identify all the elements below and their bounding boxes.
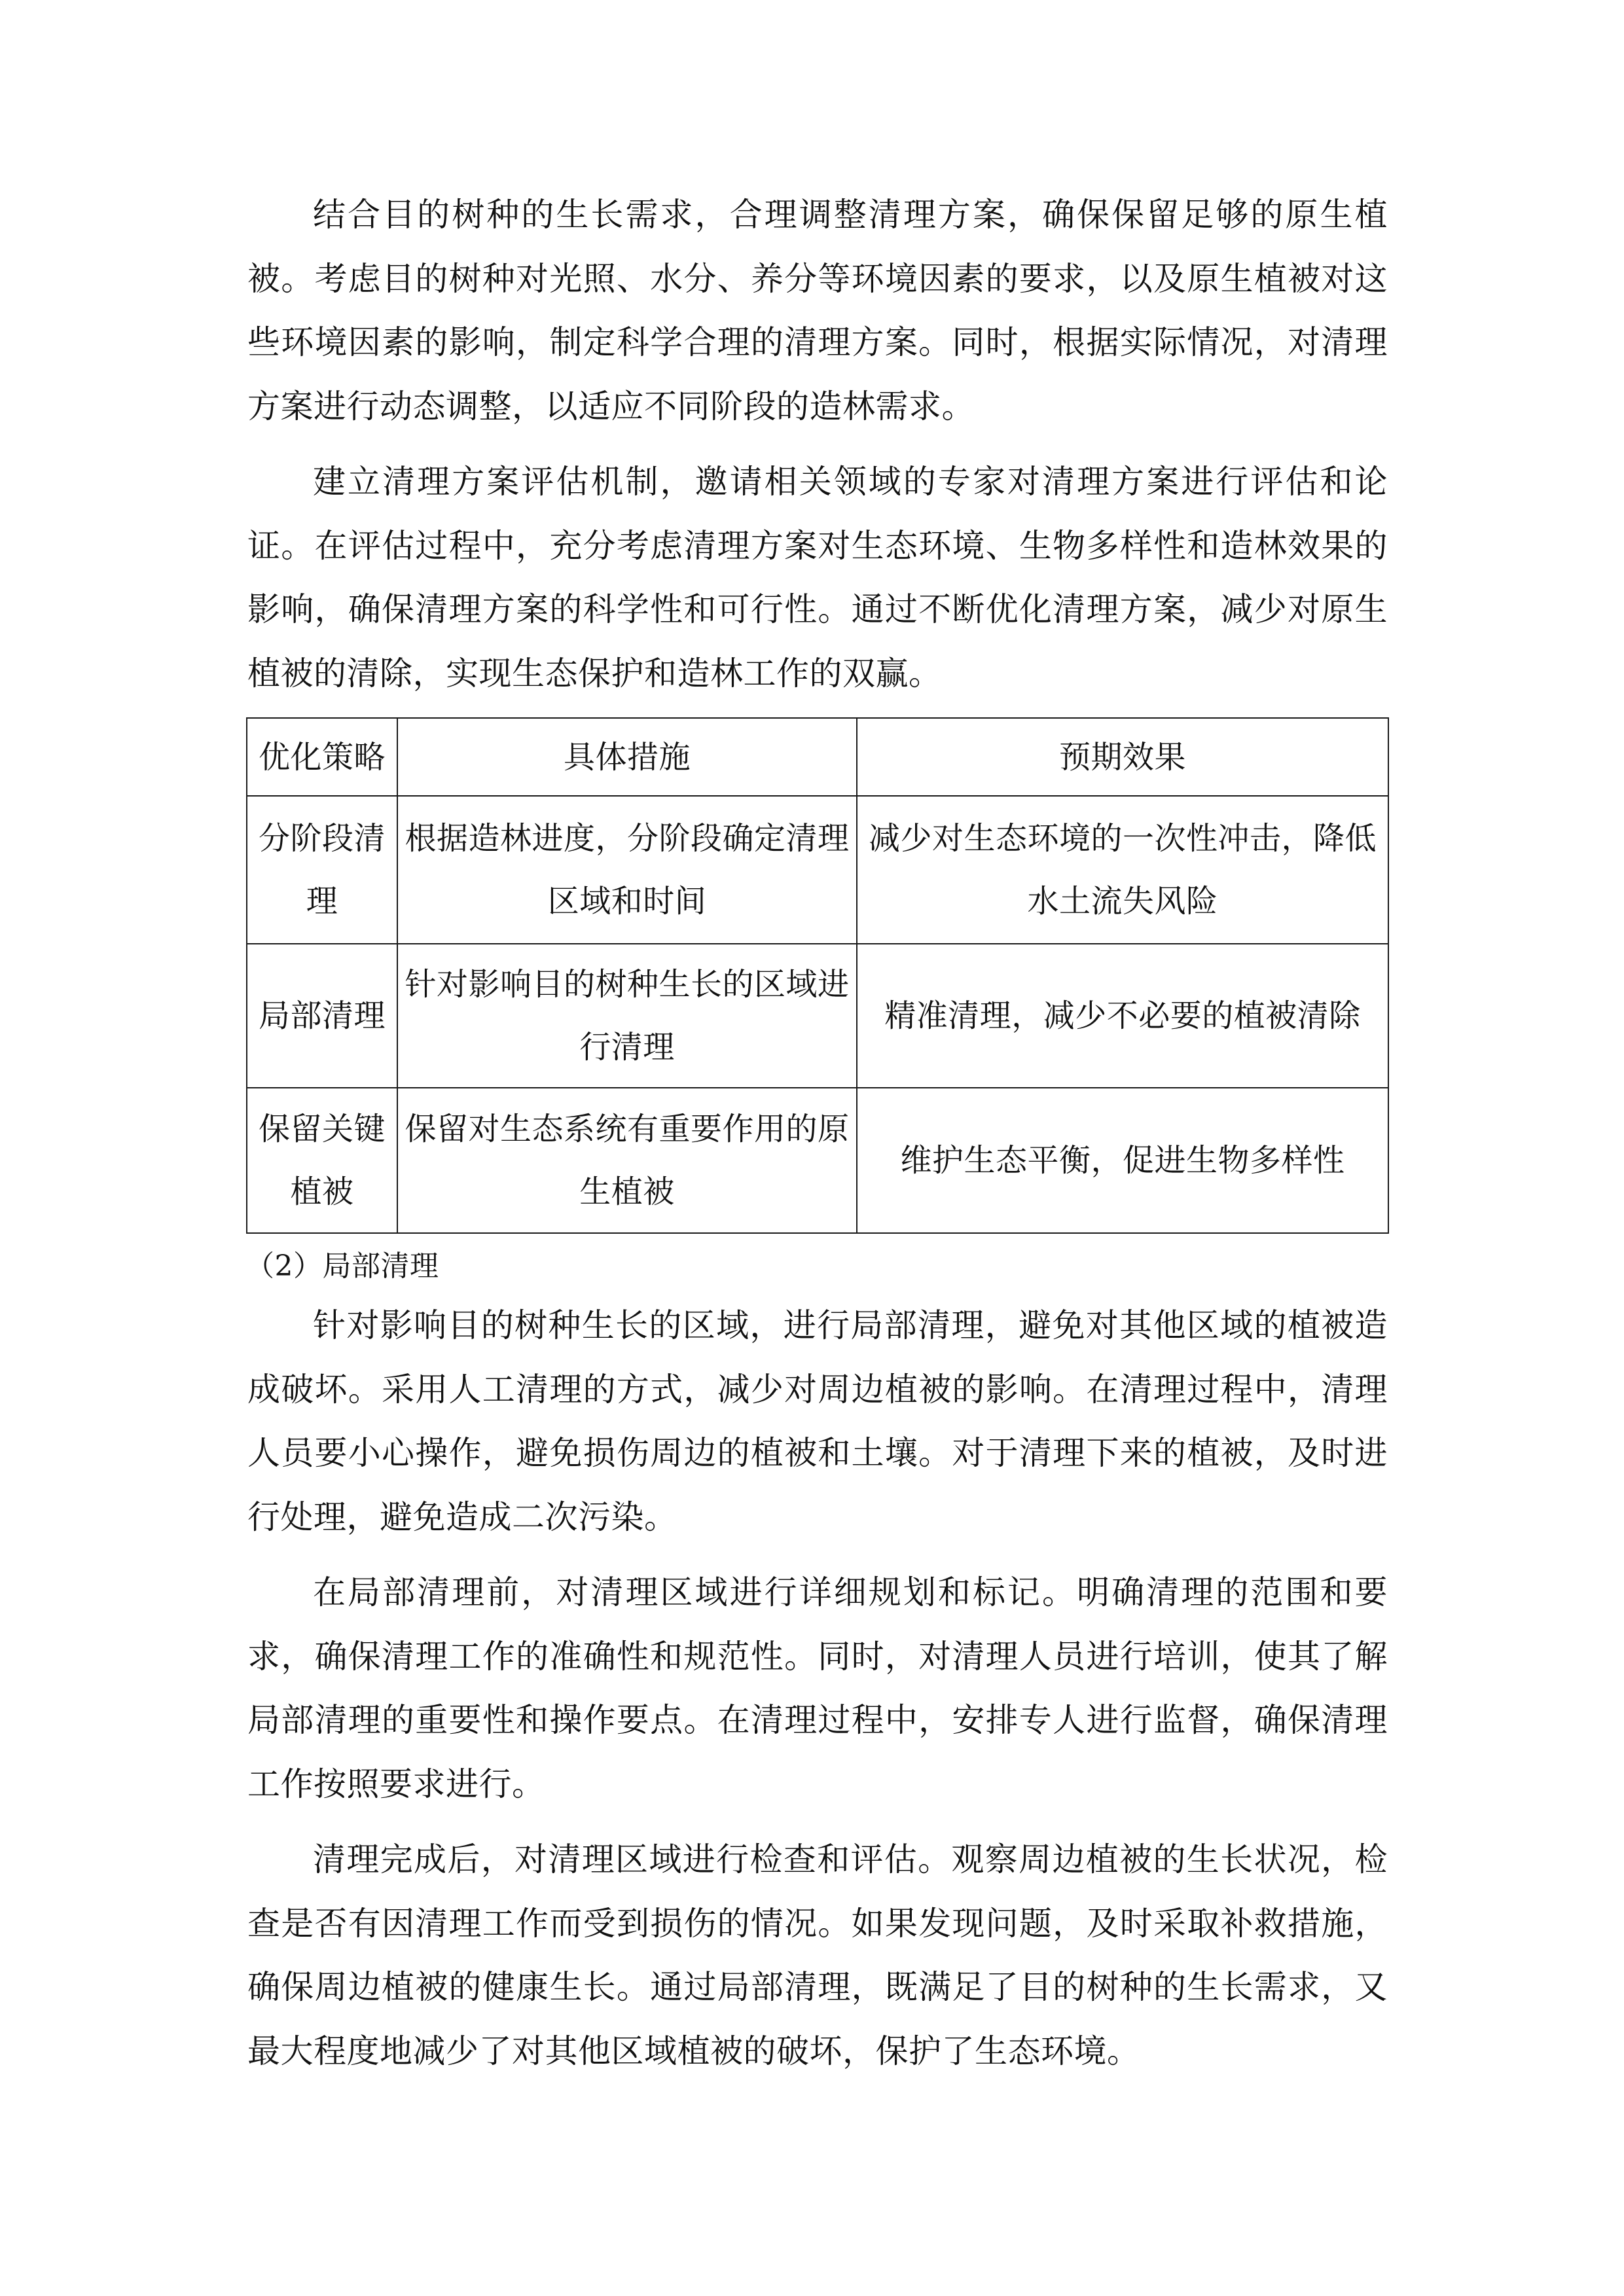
table-cell-measure: 保留对生态系统有重要作用的原生植被 <box>397 1088 857 1233</box>
table-cell-effect: 减少对生态环境的一次性冲击，降低水土流失风险 <box>857 796 1388 944</box>
table-cell-strategy: 局部清理 <box>247 944 397 1088</box>
table-cell-effect: 精准清理，减少不必要的植被清除 <box>857 944 1388 1088</box>
section-heading: （2）局部清理 <box>245 1249 439 1283</box>
paragraph: 清理完成后，对清理区域进行检查和评估。观察周边植被的生长状况，检查是否有因清理工作而受到损伤的情况。如果发现问题，及时采取补救措施，确保周边植被的健康生长。通过局部清理，既满足了目的树种的生长需求，又最大程度地减少了对其他区域植被的破坏，保护了生态环境。 <box>247 1840 1388 2070</box>
table-cell-effect: 维护生态平衡，促进生物多样性 <box>857 1088 1388 1233</box>
table-cell-strategy: 分阶段清理 <box>247 796 397 944</box>
table-row <box>247 1088 1388 1233</box>
table-header-cell: 具体措施 <box>397 718 857 796</box>
table-header-cell: 优化策略 <box>247 718 397 796</box>
table-cell-measure: 针对影响目的树种生长的区域进行清理 <box>397 944 857 1088</box>
document-page <box>247 183 1388 2095</box>
paragraph: 结合目的树种的生长需求，合理调整清理方案，确保保留足够的原生植被。考虑目的树种对光照、水分、养分等环境因素的要求，以及原生植被对这些环境因素的影响，制定科学合理的清理方案。同时，根据实际情况，对清理方案进行动态调整，以适应不同阶段的造林需求。 <box>247 196 1388 425</box>
table-cell-strategy: 保留关键植被 <box>247 1088 397 1233</box>
table-row <box>247 944 1388 1088</box>
table-header-row <box>247 718 1388 796</box>
paragraph: 针对影响目的树种生长的区域，进行局部清理，避免对其他区域的植被造成破坏。采用人工清理的方式，减少对周边植被的影响。在清理过程中，清理人员要小心操作，避免损伤周边的植被和土壤。对于清理下来的植被，及时进行处理，避免造成二次污染。 <box>247 1306 1388 1536</box>
optimization-strategy-table <box>246 717 1389 1234</box>
table-row <box>247 796 1388 944</box>
table-header-cell: 预期效果 <box>857 718 1388 796</box>
table-cell-measure: 根据造林进度，分阶段确定清理区域和时间 <box>397 796 857 944</box>
paragraph: 建立清理方案评估机制，邀请相关领域的专家对清理方案进行评估和论证。在评估过程中，充分考虑清理方案对生态环境、生物多样性和造林效果的影响，确保清理方案的科学性和可行性。通过不断优化清理方案，减少对原生植被的清除，实现生态保护和造林工作的双赢。 <box>247 463 1388 692</box>
paragraph: 在局部清理前，对清理区域进行详细规划和标记。明确清理的范围和要求，确保清理工作的准确性和规范性。同时，对清理人员进行培训，使其了解局部清理的重要性和操作要点。在清理过程中，安排专人进行监督，确保清理工作按照要求进行。 <box>247 1573 1388 1803</box>
